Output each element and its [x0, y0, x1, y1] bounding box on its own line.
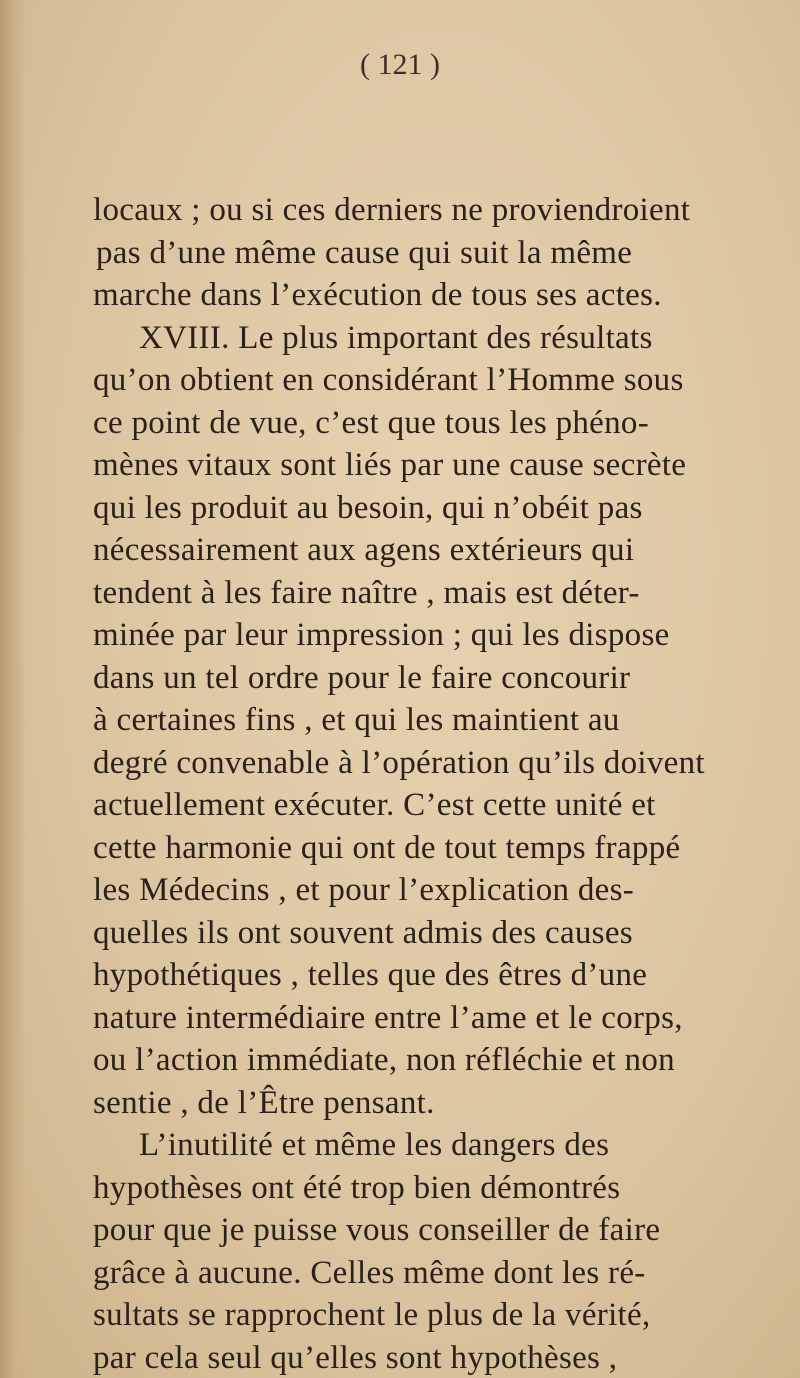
text-line: sentie , de l’Être pensant. — [93, 1084, 435, 1121]
text-line: par cela seul qu’elles sont hypothèses , — [93, 1339, 618, 1376]
text-line: qui les produit au besoin, qui n’obéit pas — [93, 489, 643, 526]
text-line: grâce à aucune. Celles même dont les ré- — [93, 1254, 646, 1291]
text-line: pour que je puisse vous conseiller de faire — [93, 1212, 661, 1248]
text-line: degré convenable à l’opération qu’ils doivent — [93, 744, 705, 781]
text-line: dans un tel ordre pour le faire concourir — [93, 659, 631, 696]
text-line: à certaines fins , et qui les maintient au — [93, 702, 620, 738]
text-line: minée par leur impression ; qui les dispose — [93, 617, 670, 653]
text-line: cette harmonie qui ont de tout temps frappé — [93, 829, 681, 866]
text-line: hypothèses ont été trop bien démontrés — [93, 1169, 621, 1206]
text-line: ce point de vue, c’est que tous les phéno- — [93, 404, 650, 441]
text-line: nature intermédiaire entre l’ame et le corps, — [93, 999, 683, 1036]
text-line: nécessairement aux agens extérieurs qui — [93, 532, 635, 568]
text-line: actuellement exécuter. C’est cette unité et — [93, 787, 656, 823]
text-line: ou l’action immédiate, non réfléchie et non — [93, 1042, 675, 1078]
text-line: quelles ils ont souvent admis des causes — [93, 914, 633, 951]
text-line: qu’on obtient en considérant l’Homme sous — [93, 362, 684, 398]
text-line: locaux ; ou si ces derniers ne proviendroient — [93, 192, 691, 228]
text-line: sultats se rapprochent le plus de la vérité, — [93, 1297, 651, 1333]
text-line: mènes vitaux sont liés par une cause secrète — [93, 447, 687, 483]
text-line: hypothétiques , telles que des êtres d’une — [93, 957, 648, 993]
text-line: pas d’une même cause qui suit la même — [96, 234, 633, 271]
text-line: tendent à les faire naître , mais est déter- — [93, 574, 640, 611]
page-number: ( 121 ) — [360, 48, 440, 81]
text-line: XVIII. Le plus important des résultats — [139, 319, 653, 356]
page-edge — [0, 0, 26, 1378]
text-line: les Médecins , et pour l’explication des- — [93, 872, 635, 908]
text-line: marche dans l’exécution de tous ses actes. — [93, 277, 662, 313]
text-line: L’inutilité et même les dangers des — [139, 1127, 610, 1163]
